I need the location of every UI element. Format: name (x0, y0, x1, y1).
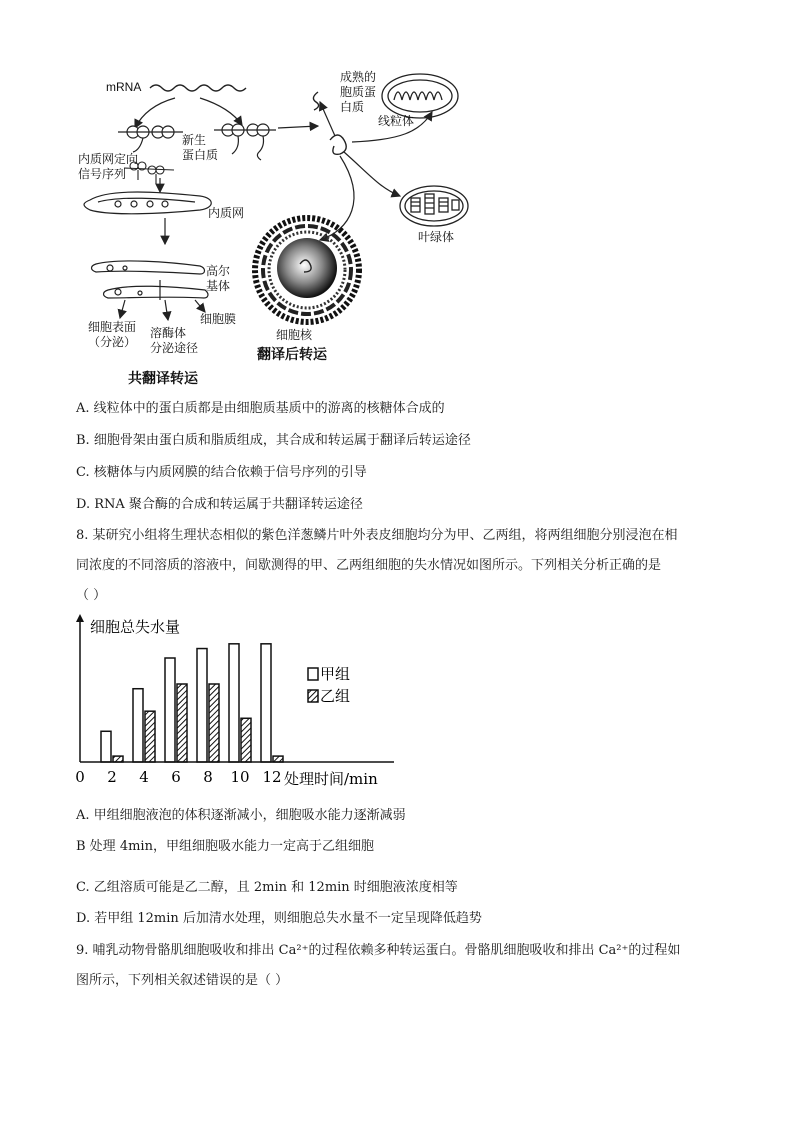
bar-series-2 (241, 718, 251, 762)
label-golgi: 高尔 基体 (206, 264, 231, 293)
q8-option-b: B 处理 4min，甲组细胞吸水能力一定高于乙组细胞 (76, 839, 374, 854)
x-axis-label: 处理时间/min (284, 770, 378, 788)
caption-co-translation: 共翻译转运 (128, 371, 198, 387)
q8-stem-line-1: 8. 某研究小组将生理状态相似的紫色洋葱鳞片叶外表皮细胞均分为甲、乙两组，将两组细胞分别浸泡在相 (76, 528, 678, 543)
label-new-protein: 新生 蛋白质 (182, 133, 219, 162)
bar-series-1 (165, 658, 175, 762)
label-nucleus: 细胞核 (276, 328, 313, 342)
bar-series-1 (133, 689, 143, 762)
chloroplast (400, 186, 468, 226)
q9-stem-line-2: 图所示，下列相关叙述错误的是（ ） (76, 973, 289, 988)
bar-series-2 (209, 684, 219, 762)
q8-stem-line-2: 同浓度的不同溶质的溶液中，间歇测得的甲、乙两组细胞的失水情况如图所示。下列相关分析正确的是 (76, 558, 662, 573)
legend-label-series-1: 甲组 (320, 665, 351, 683)
label-lysosome: 溶酶体 分泌途径 (150, 326, 199, 355)
q8-stem-line-3: （ ） (76, 588, 107, 603)
ribosome-left (118, 126, 183, 152)
q7-option-a: A. 线粒体中的蛋白质都是由细胞质基质中的游离的核糖体合成的 (76, 401, 445, 416)
label-er-signal: 内质网定向 信号序列 (78, 152, 139, 181)
bar-series-2 (145, 711, 155, 762)
nucleus-cell (255, 218, 359, 322)
q9-stem-line-1: 9. 哺乳动物骨骼肌细胞吸收和排出 Ca²⁺的过程依赖多种转运蛋白。骨骼肌细胞吸收和排出 Ca²⁺的过程如 (76, 943, 681, 958)
bar-series-2 (113, 756, 123, 762)
q8-option-a: A. 甲组细胞液泡的体积逐渐减小，细胞吸水能力逐渐减弱 (76, 808, 406, 823)
label-mitochondria: 线粒体 (378, 114, 415, 128)
golgi-apparatus (92, 261, 208, 298)
x-tick-label: 8 (203, 768, 213, 786)
mitochondrion (382, 74, 458, 118)
protein-transport-diagram (0, 0, 794, 392)
ribosome-right (214, 124, 276, 160)
y-axis-arrow (76, 614, 84, 622)
endoplasmic-reticulum (84, 192, 211, 214)
bar-series-2 (273, 756, 283, 762)
bar-series-1 (261, 644, 271, 762)
bar-series-1 (229, 644, 239, 762)
x-tick-label: 0 (75, 768, 85, 786)
label-membrane: 细胞膜 (200, 312, 237, 326)
bar-series-1 (101, 731, 111, 762)
caption-post-translation: 翻译后转运 (257, 347, 327, 363)
y-axis-label: 细胞总失水量 (90, 618, 181, 636)
legend-swatch-series-2 (308, 690, 318, 702)
water-loss-chart (72, 612, 402, 798)
folded-protein (330, 135, 346, 154)
bar-series-1 (197, 649, 207, 762)
q7-option-d: D. RNA 聚合酶的合成和转运属于共翻译转运途径 (76, 497, 363, 512)
label-chloroplast: 叶绿体 (418, 230, 455, 244)
x-tick-label: 4 (139, 768, 149, 786)
bar-series-2 (177, 684, 187, 762)
label-er: 内质网 (208, 206, 245, 220)
legend-label-series-2: 乙组 (320, 687, 351, 705)
label-mrna: mRNA (106, 80, 142, 94)
q7-option-b: B. 细胞骨架由蛋白质和脂质组成，其合成和转运属于翻译后转运途径 (76, 433, 471, 448)
chart-svg (72, 612, 402, 798)
mrna-strand (150, 85, 246, 91)
legend-swatch-series-1 (308, 668, 318, 680)
x-tick-label: 10 (230, 768, 250, 786)
x-tick-label: 6 (171, 768, 181, 786)
q8-option-c: C. 乙组溶质可能是乙二醇，且 2min 和 12min 时细胞液浓度相等 (76, 880, 458, 895)
label-mature-protein: 成熟的 胞质蛋 白质 (340, 70, 377, 114)
q7-option-c: C. 核糖体与内质网膜的结合依赖于信号序列的引导 (76, 465, 367, 480)
q8-option-d: D. 若甲组 12min 后加清水处理，则细胞总失水量不一定呈现降低趋势 (76, 911, 482, 926)
x-tick-label: 2 (107, 768, 117, 786)
x-tick-label: 12 (262, 768, 282, 786)
label-surface: 细胞表面 （分泌） (88, 320, 137, 349)
